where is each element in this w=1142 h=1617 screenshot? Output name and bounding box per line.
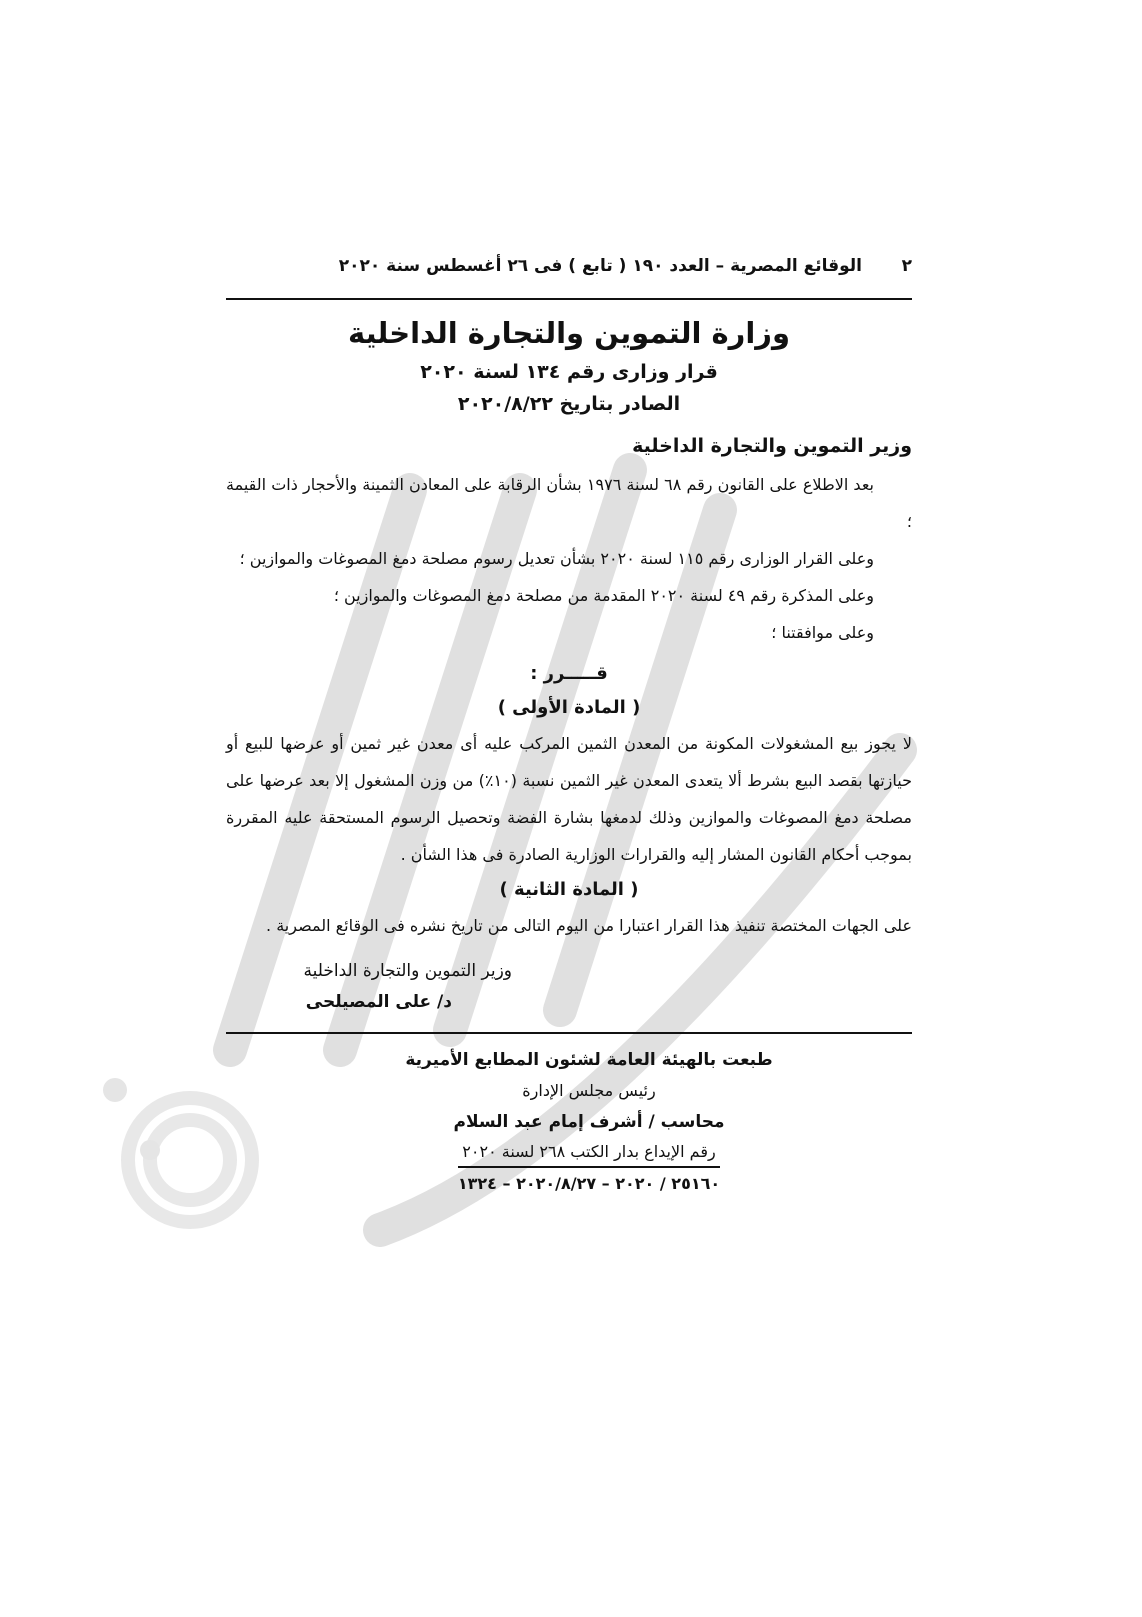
preamble-paragraph: وعلى المذكرة رقم ٤٩ لسنة ٢٠٢٠ المقدمة من مصلحة دمغ المصوغات والموازين ؛: [333, 586, 874, 605]
chairman-label: رئيس مجلس الإدارة: [522, 1081, 656, 1100]
printer-footer: [226, 1044, 912, 1198]
deposit-number: رقم الإيداع بدار الكتب ٢٦٨ لسنة ٢٠٢٠: [462, 1142, 716, 1161]
running-title: الوقائع المصرية – العدد ١٩٠ ( تابع ) فى ٢٦ أغسطس سنة ٢٠٢٠: [338, 256, 862, 276]
article-1-title: ( المادة الأولى ): [497, 697, 641, 718]
issued-date: الصادر بتاريخ ٢٠٢٠/٨/٢٢: [457, 393, 681, 415]
minister-heading: وزير التموين والتجارة الداخلية: [632, 435, 912, 457]
signature-block: [226, 956, 912, 1018]
page-number: ٢: [901, 256, 912, 276]
footer-divider: [226, 1032, 912, 1034]
ministry-title: وزارة التموين والتجارة الداخلية: [347, 316, 791, 350]
signatory-name: د/ على المصيلحى: [305, 992, 452, 1012]
decided-heading: قـــــرر :: [530, 663, 608, 684]
preamble-paragraph: وعلى القرار الوزارى رقم ١١٥ لسنة ٢٠٢٠ بشأن تعديل رسوم مصلحة دمغ المصوغات والموازين ؛: [239, 549, 874, 568]
gazette-page: [226, 256, 912, 1198]
decree-title: قرار وزارى رقم ١٣٤ لسنة ٢٠٢٠: [420, 361, 718, 383]
header-divider: [226, 298, 912, 300]
article-1-body: لا يجوز بيع المشغولات المكونة من المعدن الثمين المركب عليه أى معدن غير ثمين أو عرضها للبيع أو حيازتها بقصد البيع بشرط ألا يتعدى المعدن غير الثمين نسبة (١٠٪) من وزن المشغول إلا بعد عرضها على مصلحة دمغ المصوغات والموازين وذلك لدمغها بشارة الفضة وتحصيل الرسوم المستحقة عليه المقررة بموجب أحكام القانون المشار إليه والقرارات الوزارية الصادرة فى هذا الشأن .: [226, 734, 913, 864]
deposit-block: [458, 1138, 720, 1198]
printed-by: طبعت بالهيئة العامة لشئون المطابع الأميرية: [405, 1050, 773, 1070]
print-code: ٢٥١٦٠ / ٢٠٢٠ – ٢٠٢٠/٨/٢٧ – ١٣٢٤: [458, 1166, 720, 1198]
article-2-title: ( المادة الثانية ): [499, 879, 639, 900]
article-2-body: على الجهات المختصة تنفيذ هذا القرار اعتبارا من اليوم التالى من تاريخ نشره فى الوقائع المصرية .: [266, 916, 912, 935]
running-header: [226, 256, 912, 286]
signatory-title: وزير التموين والتجارة الداخلية: [303, 961, 512, 981]
chairman-name: محاسب / أشرف إمام عبد السلام: [453, 1112, 725, 1132]
preamble-paragraph: وعلى موافقتنا ؛: [771, 623, 874, 642]
preamble-paragraph: بعد الاطلاع على القانون رقم ٦٨ لسنة ١٩٧٦ بشأن الرقابة على المعادن الثمينة والأحجار ذات القيمة ؛: [226, 475, 912, 531]
